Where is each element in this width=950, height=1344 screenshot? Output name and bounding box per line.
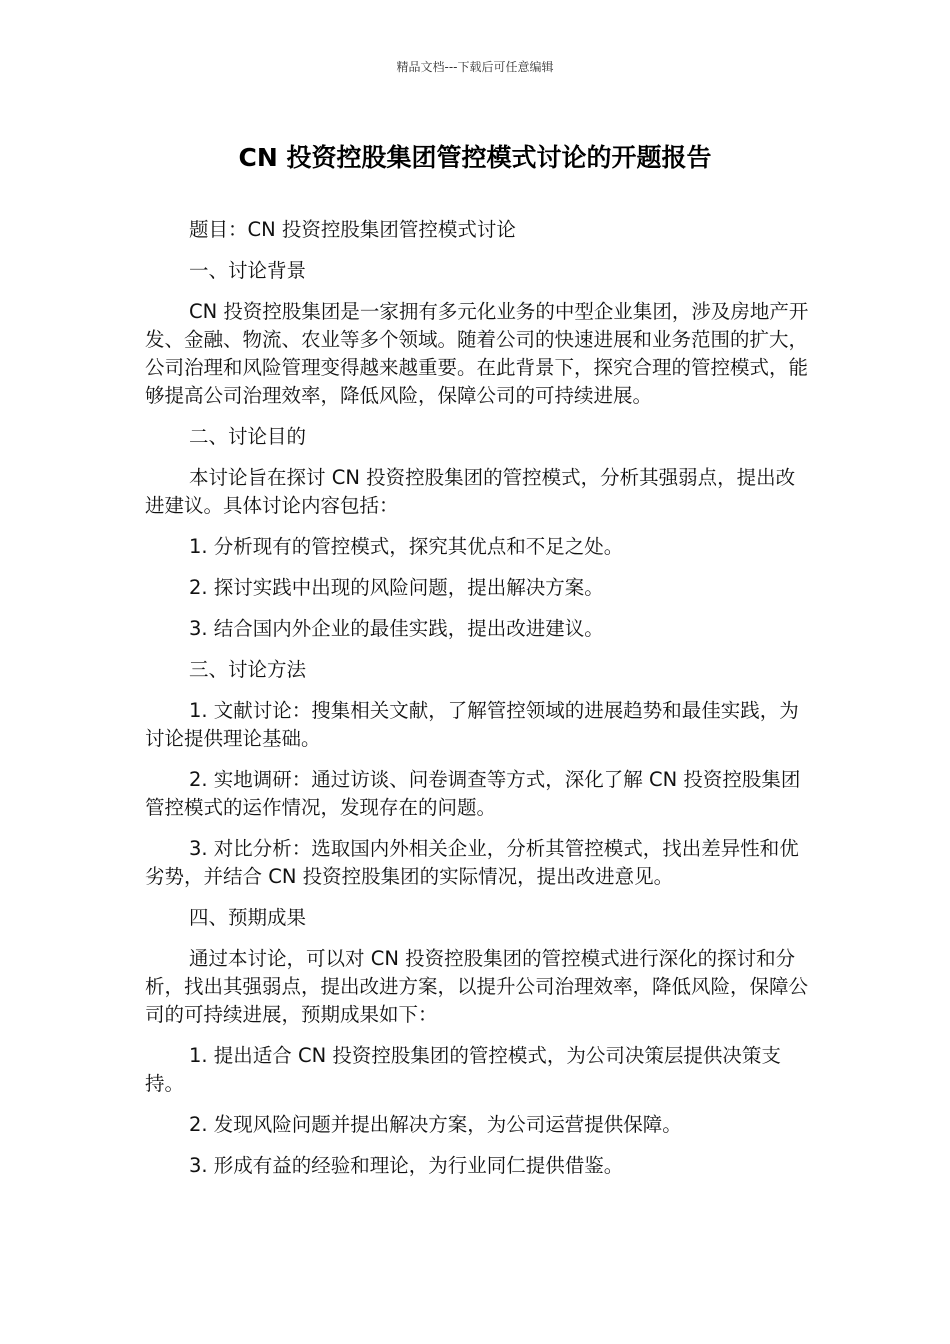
document-body — [145, 216, 811, 1193]
outcome-item-2: 2. 发现风险问题并提出解决方案，为公司运营提供保障。 — [189, 1113, 682, 1136]
outcomes-paragraph: 通过本讨论，可以对 CN 投资控股集团的管控模式进行深化的探讨和分析，找出其强弱点，提出改进方案，以提升公司治理效率，降低风险，保障公司的可持续进展，预期成果如下： — [145, 947, 809, 1026]
background-paragraph: CN 投资控股集团是一家拥有多元化业务的中型企业集团，涉及房地产开发、金融、物流、农业等多个领域。随着公司的快速进展和业务范围的扩大，公司治理和风险管理变得越来越重要。在此背景下，探究合理的管控模式，能够提高公司治理效率，降低风险，保障公司的可持续进展。 — [145, 300, 809, 407]
purpose-item-3: 3. 结合国内外企业的最佳实践，提出改进建议。 — [189, 617, 604, 640]
purpose-item-1: 1. 分析现有的管控模式，探究其优点和不足之处。 — [189, 535, 624, 558]
header-note: 精品文档---下载后可任意编辑 — [396, 60, 554, 74]
section-heading-purpose: 二、讨论目的 — [189, 425, 307, 448]
method-item-1: 1. 文献讨论：搜集相关文献，了解管控领域的进展趋势和最佳实践，为讨论提供理论基础。 — [145, 699, 799, 750]
section-heading-background: 一、讨论背景 — [189, 259, 307, 282]
section-heading-method: 三、讨论方法 — [189, 658, 307, 681]
method-item-2: 2. 实地调研：通过访谈、问卷调查等方式，深化了解 CN 投资控股集团管控模式的运作情况，发现存在的问题。 — [145, 768, 801, 819]
outcome-item-1: 1. 提出适合 CN 投资控股集团的管控模式，为公司决策层提供决策支持。 — [145, 1044, 781, 1095]
section-heading-outcomes: 四、预期成果 — [189, 906, 307, 929]
method-item-3: 3. 对比分析：选取国内外相关企业，分析其管控模式，找出差异性和优劣势，并结合 CN 投资控股集团的实际情况，提出改进意见。 — [145, 837, 799, 888]
purpose-paragraph: 本讨论旨在探讨 CN 投资控股集团的管控模式，分析其强弱点，提出改进建议。具体讨论内容包括： — [145, 466, 796, 517]
document-title: CN 投资控股集团管控模式讨论的开题报告 — [238, 143, 712, 172]
subject-line: 题目：CN 投资控股集团管控模式讨论 — [189, 218, 516, 241]
purpose-item-2: 2. 探讨实践中出现的风险问题，提出解决方案。 — [189, 576, 604, 599]
outcome-item-3: 3. 形成有益的经验和理论，为行业同仁提供借鉴。 — [189, 1154, 624, 1177]
